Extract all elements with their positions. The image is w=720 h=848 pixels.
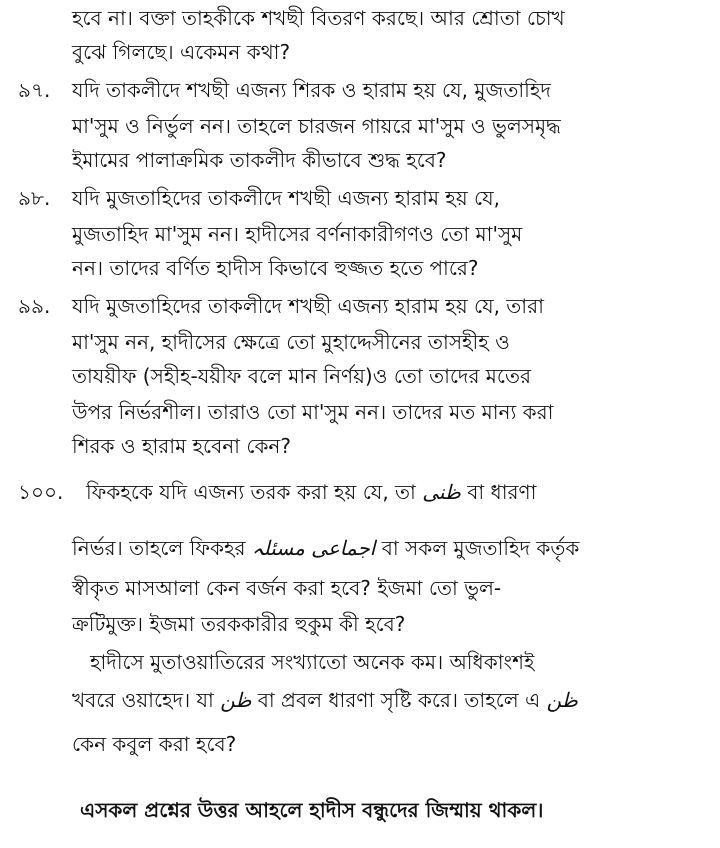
- q99-line-3: [72, 362, 531, 390]
- arabic-ijmai: اجماعی مسئلہ: [251, 536, 376, 560]
- q99-line-5-text: শিরক ও হারাম হবেনা কেন?: [72, 434, 291, 458]
- q100-line-2: [72, 534, 579, 562]
- q97-line-3-text: ইমামের পালাক্রমিক তাকলীদ কীভাবে শুদ্ধ হবে?: [72, 148, 447, 172]
- q100-line-1-before: ফিকহকে যদি এজন্য তরক করা হয় যে, তা: [86, 480, 416, 504]
- closing-text: এসকল প্রশ্নের উত্তর আহলে হাদীস বন্ধুদের জিম্মায় থাকল।: [80, 798, 544, 822]
- q99-line-4-text: উপর নির্ভরশীল। তারাও তো মা'সুম নন। তাদের মত মান্য করা: [72, 400, 554, 424]
- q97-number: ৯৭.: [18, 78, 51, 102]
- q99-line-1: [72, 292, 544, 320]
- q100-para-line-1-text: হাদীসে মুতাওয়াতিরের সংখ্যাতো অনেক কম। অধিকাংশই: [90, 650, 535, 674]
- intro-line-2: [72, 38, 290, 66]
- q100-para-line-2: [72, 686, 578, 714]
- q98-line-3-text: নন। তাদের বর্ণিত হাদীস কিভাবে হুজ্জত হতে পারে?: [72, 256, 479, 280]
- q100-number: ১০০.: [18, 480, 64, 504]
- q97-line-1-text: যদি তাকলীদে শখছী এজন্য শিরক ও হারাম হয় যে, মুজতাহিদ: [72, 78, 551, 102]
- q98-line-1: [72, 184, 500, 212]
- arabic-zanni: ظنی: [422, 480, 461, 504]
- intro-line-1-text: হবে না। বক্তা তাহকীকে শখছী বিতরণ করছে। আর শ্রোতা চোখ: [72, 6, 565, 30]
- q99-line-1-text: যদি মুজতাহিদের তাকলীদে শখছী এজন্য হারাম হয় যে, তারা: [72, 294, 544, 318]
- q100-para-line-2-middle: বা প্রবল ধারণা সৃষ্টি করে। তাহলে এ: [257, 688, 541, 712]
- q100-line-1-after: বা ধারণা: [467, 480, 537, 504]
- q97-line-2-text: মা'সুম ও নির্ভুল নন। তাহলে চারজন গায়রে মা'সুম ও ভুলসমৃদ্ধ: [72, 114, 561, 138]
- q97-line-1: [72, 76, 551, 104]
- arabic-zann-2: ظن: [546, 688, 578, 712]
- q99-line-3-text: তাযয়ীফ (সহীহ-যয়ীফ বলে মান নির্ণয়)ও তো তাদের মতের: [72, 364, 531, 388]
- q100-line-3-text: স্বীকৃত মাসআলা কেন বর্জন করা হবে? ইজমা তো ভুল-: [72, 576, 502, 600]
- closing-statement: [80, 796, 543, 824]
- q98-line-2-text: মুজতাহিদ মা'সুম নন। হাদীসের বর্ণনাকারীগণও তো মা'সুম: [72, 222, 523, 246]
- q99-line-5: [72, 432, 291, 460]
- q100-line-2-after: বা সকল মুজতাহিদ কর্তৃক: [381, 536, 580, 560]
- q100-line-1: [86, 478, 536, 506]
- q98-number: ৯৮.: [18, 186, 51, 210]
- q99-line-4: [72, 398, 553, 426]
- q98-line-2: [72, 220, 522, 248]
- q100-line-4: [72, 610, 405, 638]
- q97-line-2: [72, 112, 561, 140]
- q100-line-3: [72, 574, 501, 602]
- q100-line-4-text: ক্রটিমুক্ত। ইজমা তরককারীর হুকুম কী হবে?: [72, 612, 406, 636]
- q99-line-2-text: মা'সুম নন, হাদীসের ক্ষেত্রে তো মুহাদ্দেসীনের তাসহীহ ও: [72, 330, 510, 354]
- intro-line-2-text: বুঝে গিলছে। একেমন কথা?: [72, 40, 291, 64]
- q100-para-line-3: [72, 730, 236, 758]
- q97-line-3: [72, 146, 447, 174]
- q98-line-3: [72, 254, 479, 282]
- q99-line-2: [72, 328, 510, 356]
- q100-para-line-3-text: কেন কবুল করা হবে?: [72, 732, 237, 756]
- q99-number: ৯৯.: [18, 294, 51, 318]
- q100-line-2-before: নির্ভর। তাহলে ফিকহর: [72, 536, 246, 560]
- intro-line-1: [72, 4, 662, 32]
- arabic-zann-1: ظن: [220, 688, 252, 712]
- q98-line-1-text: যদি মুজতাহিদের তাকলীদে শখছী এজন্য হারাম হয় যে,: [72, 186, 500, 210]
- q100-para-line-2-before: খবরে ওয়াহেদ। যা: [72, 688, 214, 712]
- q100-para-line-1: [90, 648, 534, 676]
